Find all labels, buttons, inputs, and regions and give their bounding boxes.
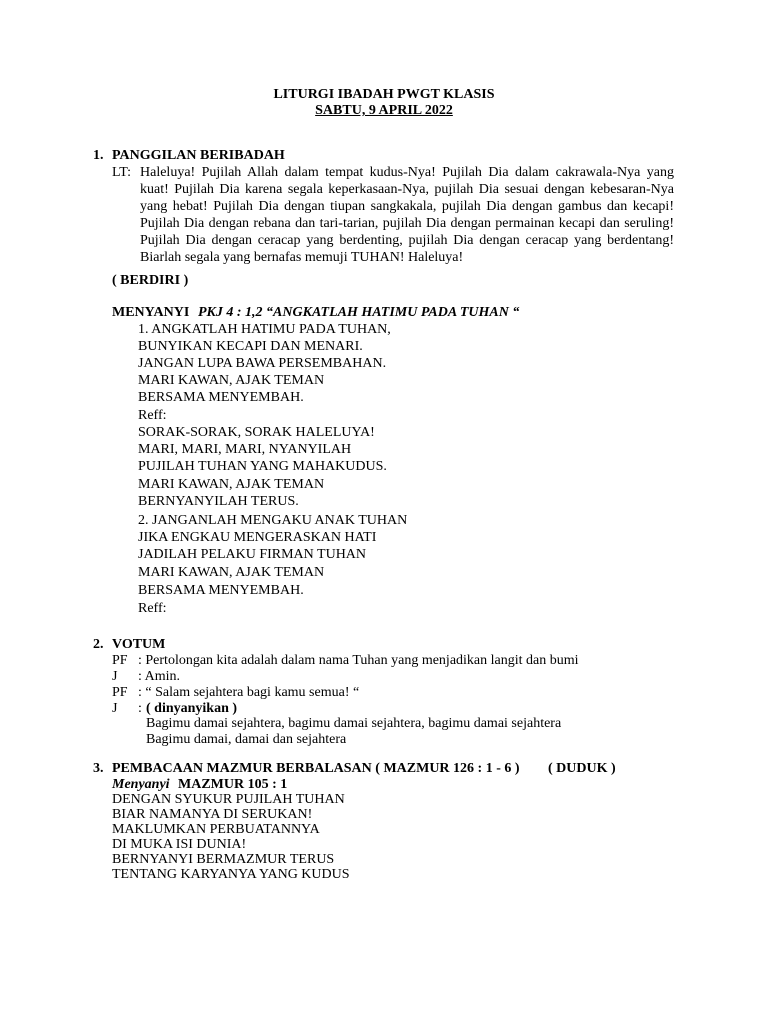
votum-text: : “ Salam sejahtera bagi kamu semua! “ [138,685,360,700]
stand-instruction: ( BERDIRI ) [112,273,189,288]
votum-text: : [138,701,142,716]
lyric-line: Reff: [138,408,167,423]
section-1-number: 1. [93,148,104,163]
section-2-number: 2. [93,637,104,652]
psalm-lyric-line: MAKLUMKAN PERBUATANNYA [112,822,320,837]
document-title: LITURGI IBADAH PWGT KLASIS [273,87,495,102]
lyric-line: JADILAH PELAKU FIRMAN TUHAN [138,547,367,562]
sung-note: ( dinyanyikan ) [146,701,238,716]
votum-speaker: PF [112,653,128,668]
psalm-song-title: MAZMUR 105 : 1 [178,777,288,792]
votum-speaker: PF [112,685,128,700]
lyric-line: PUJILAH TUHAN YANG MAHAKUDUS. [138,459,387,474]
call-to-worship-text: Haleluya! Pujilah Allah dalam tempat kudus-Nya! Pujilah Dia dalam cakrawala-Nya yang kuat! Pujilah Dia karena segala keperkasaan-Nya, pujilah Dia sesuai dengan kebesaran-Nya yang hebat! Pujilah Dia dengan tiupan sangkakala, pujilah Dia dengan gambus dan kecapi! Pujilah Dia dengan rebana dan tari-tarian, pujilah Dia dengan permainan kecapi dan seruling! Pujilah Dia dengan ceracap yang berdenting, pujilah Dia dengan ceracap yang berdentang! Biarlah segala yang bernafas memuji TUHAN! Haleluya! [140,165,674,265]
section-3-heading: PEMBACAAN MAZMUR BERBALASAN ( MAZMUR 126 : 1 - 6 ) [112,761,520,776]
sung-line: Bagimu damai, damai dan sejahtera [146,732,347,747]
lyric-line: MARI, MARI, MARI, NYANYILAH [138,442,352,457]
psalm-lyric-line: DENGAN SYUKUR PUJILAH TUHAN [112,792,345,807]
section-1-heading: PANGGILAN BERIBADAH [112,148,285,163]
sit-instruction: ( DUDUK ) [548,761,616,776]
lyric-line: 1. ANGKATLAH HATIMU PADA TUHAN, [138,322,391,337]
votum-text: : Pertolongan kita adalah dalam nama Tuhan yang menjadikan langit dan bumi [138,653,579,668]
lyric-line: JANGAN LUPA BAWA PERSEMBAHAN. [138,356,387,371]
lyric-line: BERNYANYILAH TERUS. [138,494,299,509]
sing-label-psalm: Menyanyi [112,777,170,792]
lyric-line: BERSAMA MENYEMBAH. [138,583,304,598]
lyric-line: JIKA ENGKAU MENGERASKAN HATI [138,530,377,545]
section-1-speaker: LT: [112,165,132,180]
section-2-heading: VOTUM [112,637,166,652]
votum-text: : Amin. [138,669,181,684]
lyric-line: MARI KAWAN, AJAK TEMAN [138,477,325,492]
sung-line: Bagimu damai sejahtera, bagimu damai sejahtera, bagimu damai sejahtera [146,716,562,731]
lyric-line: SORAK-SORAK, SORAK HALELUYA! [138,425,375,440]
document-date: SABTU, 9 APRIL 2022 [315,103,453,118]
lyric-line: MARI KAWAN, AJAK TEMAN [138,373,325,388]
psalm-lyric-line: DI MUKA ISI DUNIA! [112,837,247,852]
lyric-line: 2. JANGANLAH MENGAKU ANAK TUHAN [138,513,408,528]
sing-label: MENYANYI [112,305,190,320]
lyric-line: Reff: [138,601,167,616]
song-title: PKJ 4 : 1,2 “ANGKATLAH HATIMU PADA TUHAN “ [198,305,520,320]
psalm-lyric-line: BIAR NAMANYA DI SERUKAN! [112,807,313,822]
lyric-line: BERSAMA MENYEMBAH. [138,390,304,405]
lyric-line: MARI KAWAN, AJAK TEMAN [138,565,325,580]
lyric-line: BUNYIKAN KECAPI DAN MENARI. [138,339,363,354]
section-3-number: 3. [93,761,104,776]
psalm-lyric-line: TENTANG KARYANYA YANG KUDUS [112,867,350,882]
votum-speaker: J [112,669,118,684]
psalm-lyric-line: BERNYANYI BERMAZMUR TERUS [112,852,335,867]
votum-speaker: J [112,701,118,716]
